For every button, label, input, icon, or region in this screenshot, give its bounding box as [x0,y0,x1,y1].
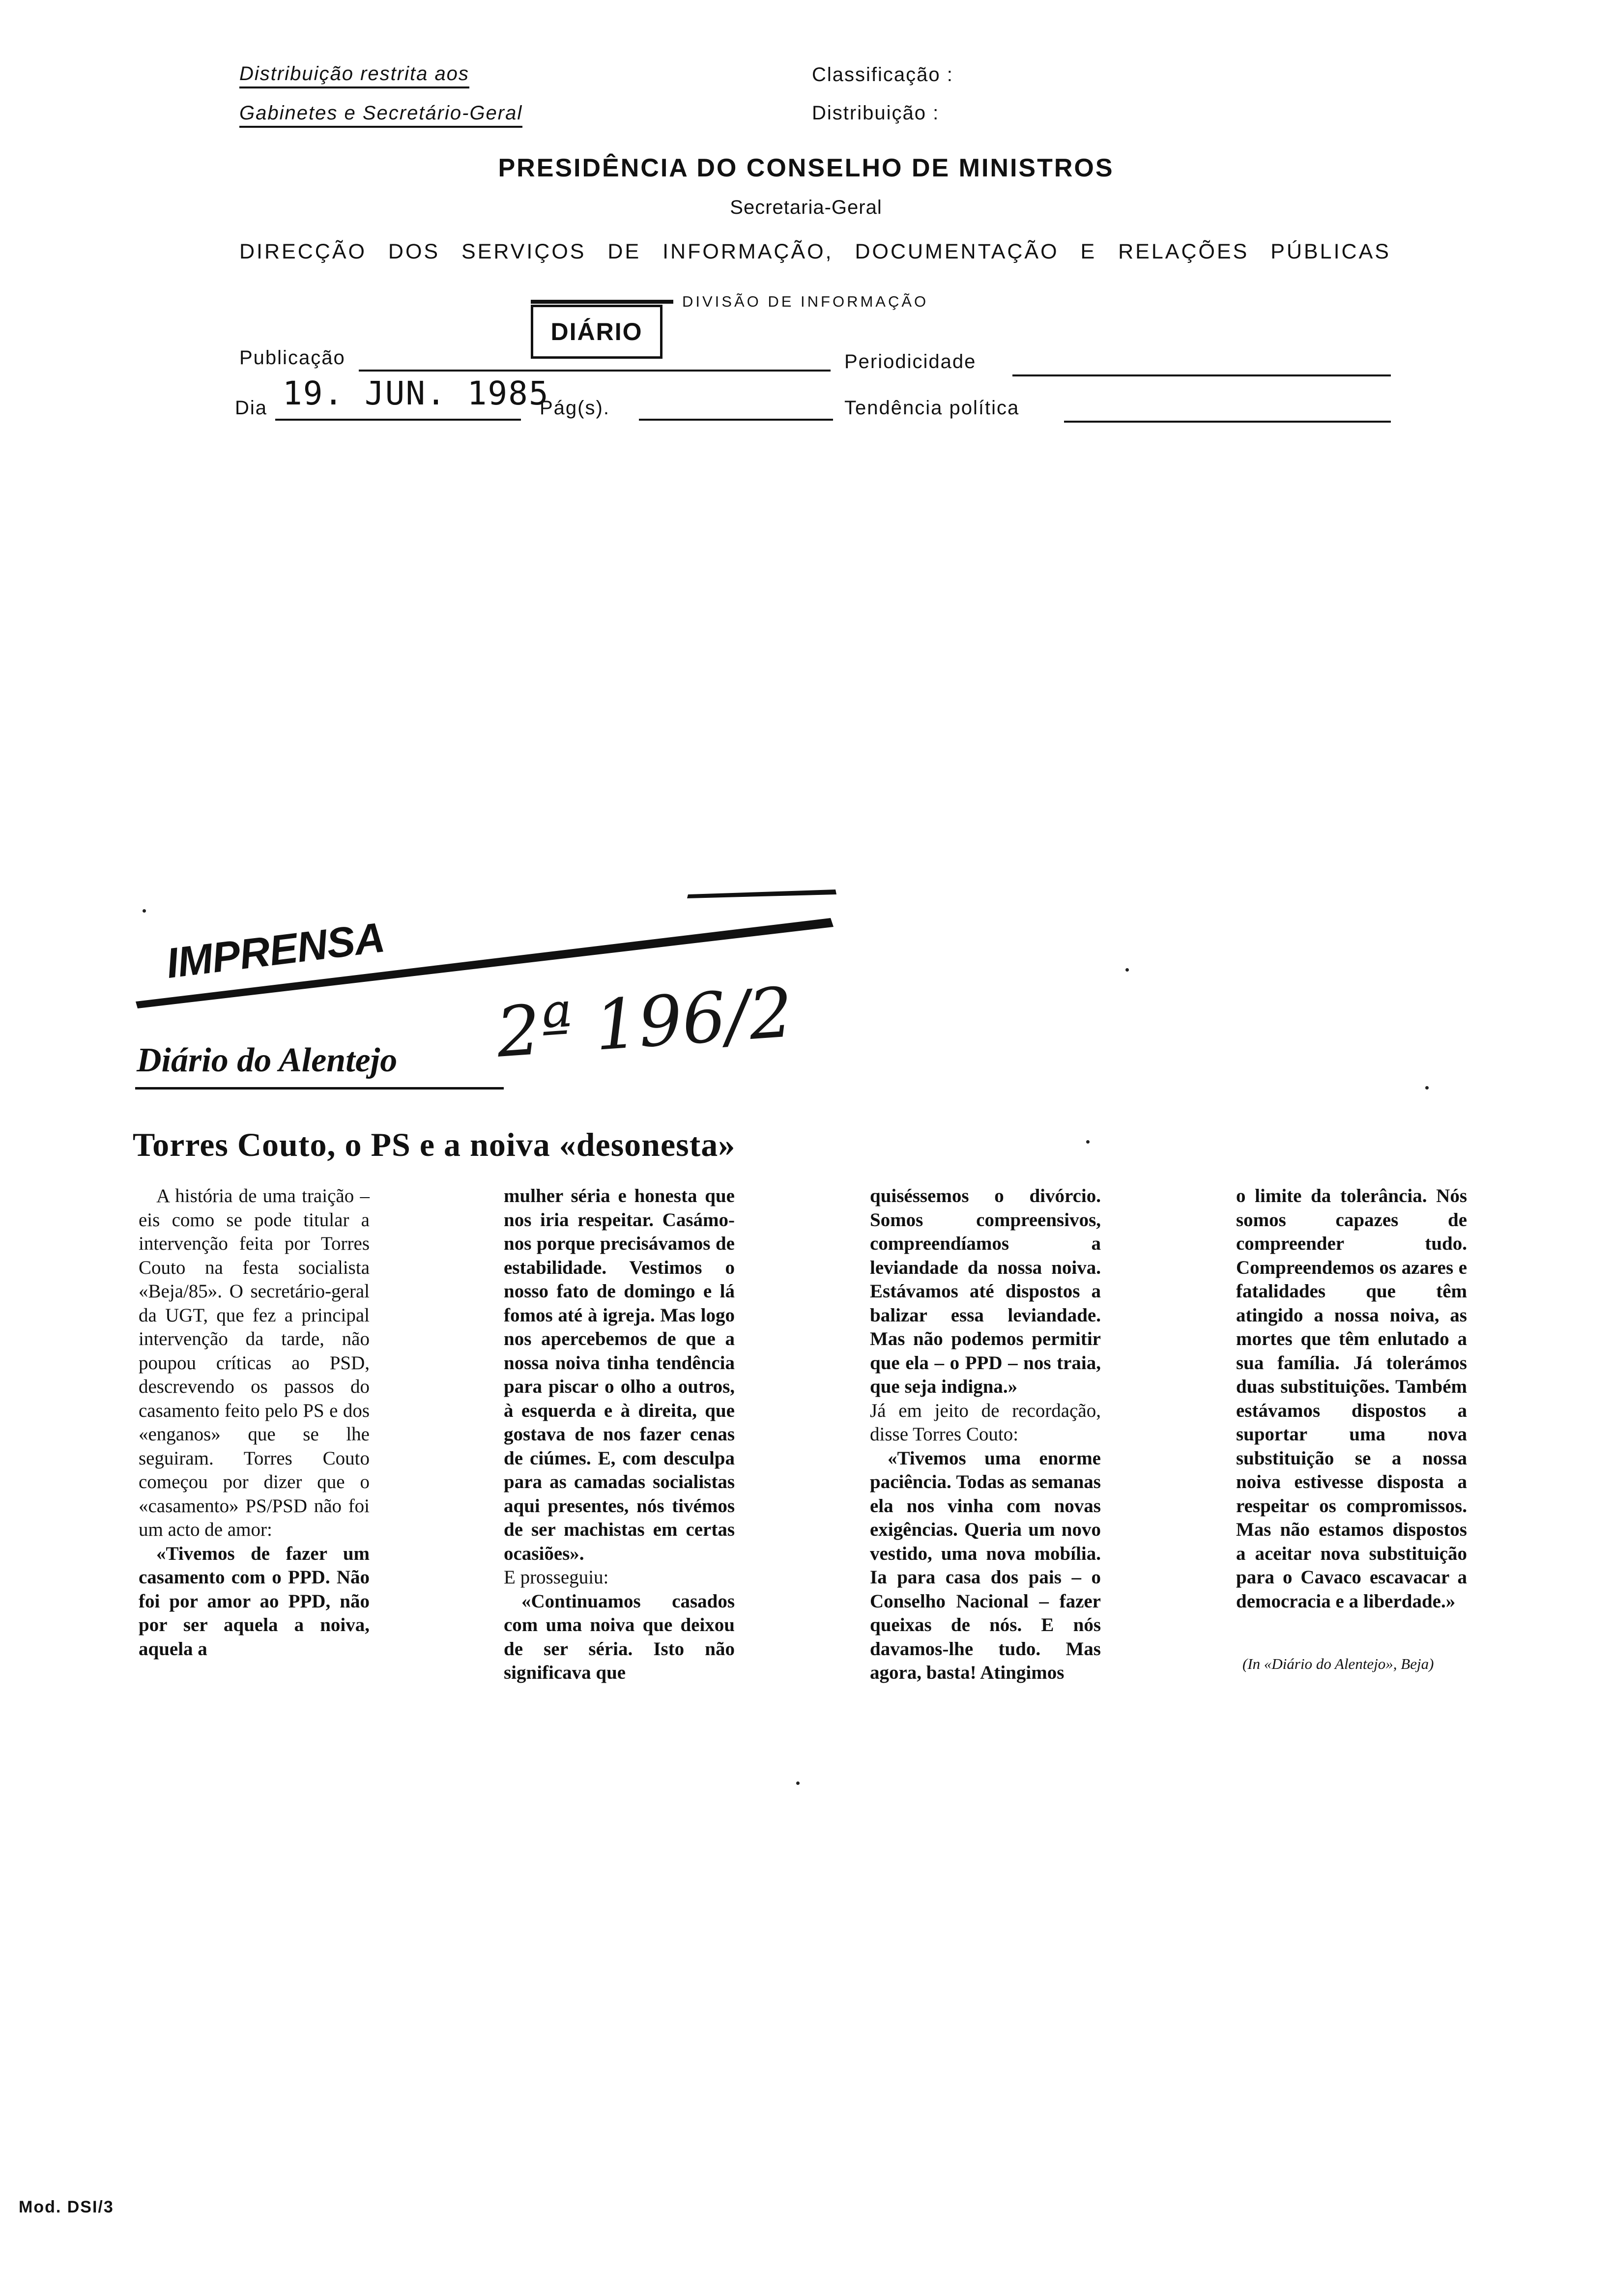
date-stamp: 19. JUN. 1985 [283,374,549,412]
ministry-title: PRESIDÊNCIA DO CONSELHO DE MINISTROS [498,154,1114,182]
diario-stamp: DIÁRIO [531,305,662,359]
scan-speck [796,1781,800,1785]
scan-speck [1125,968,1129,972]
paragraph: o limite da tolerância. Nós somos capazes de compreender tudo. Compreendemos os azares e fatalidades que têm atingido a nossa noiva, as mortes que têm enlutado a sua família. Já tolerámos duas substituições. Também estávamos dispostos a suportar uma nova substituição se a nossa noiva estivesse disposta a respeitar os compromissos. Mas não estamos dispostos a aceitar nova substituição para o Cavaco escavacar a democracia e a liberdade.» [1236,1185,1467,1612]
paragraph: Já em jeito de recordação, disse Torres Couto: [870,1400,1101,1445]
periodicity-label: Periodicidade [844,351,977,373]
distribution-restricted-line1: Distribuição restrita aos [239,63,469,88]
scan-speck [1425,1086,1429,1090]
article-column-4 [1236,1184,1467,1613]
scan-speck [143,909,146,913]
distribution-restricted-line2: Gabinetes e Secretário-Geral [239,102,522,128]
division-label: DIVISÃO DE INFORMAÇÃO [682,293,929,310]
paragraph: «Tivemos uma enorme paciência. Todas as semanas ela nos vinha com novas exigências. Queria um novo vestido, uma nova mobília. Ia para casa dos pais – o Conselho Nacional – fazer queixas de nós. E nós davamos-lhe tudo. Mas agora, basta! Atingimos [870,1447,1101,1683]
source-title: Diário do Alentejo [137,1041,398,1079]
day-field-line [275,419,521,421]
article-column-1 [139,1184,370,1661]
form-model-code: Mod. DSI/3 [19,2198,114,2216]
article-headline: Torres Couto, o PS e a noiva «desonesta» [133,1126,736,1163]
article-credit: (In «Diário do Alentejo», Beja) [1242,1655,1434,1672]
paragraph: «Continuamos casados com uma noiva que deixou de ser séria. Isto não significava que [504,1590,735,1683]
section-banner-imprensa: IMPRENSA [164,914,387,988]
scan-speck [1086,1140,1090,1144]
source-underline [135,1087,504,1090]
political-tendency-label: Tendência política [844,397,1020,419]
paragraph: mulher séria e honesta que nos iria respeitar. Casámo-nos porque precisávamos de estabilidade. Vestimos o nosso fato de domingo e lá fomos até à igreja. Mas logo nos apercebemos de que a nossa noiva tinha tendência para piscar o olho a outros, à esquerda e à direita, que gostava de nos fazer cenas de ciúmes. E, com desculpa para as camadas socialistas aqui presentes, nós tivémos de ser machistas em certas ocasiões». [504,1185,735,1564]
article-column-2 [504,1184,735,1685]
publication-field-line [359,370,831,372]
distribution-label: Distribuição : [812,102,940,124]
paragraph: E prosseguiu: [504,1567,609,1588]
paragraph: quiséssemos o divórcio. Somos compreensivos, compreendíamos a leviandade da nossa noiva. Estávamos até dispostos a balizar essa leviandade. Mas não podemos permitir que ela – o PPD – nos traia, que seja indigna.» [870,1185,1101,1397]
day-label: Dia [235,397,268,419]
periodicity-field-line [1012,374,1391,376]
publication-label: Publicação [239,347,345,369]
stamp-rule [531,300,673,304]
handwritten-reference: 2ª 196/2 [494,973,796,1073]
article-column-3 [870,1184,1101,1685]
secretariat-title: Secretaria-Geral [730,197,882,218]
political-tendency-field-line [1064,421,1391,423]
pages-field-line [639,419,833,421]
directorate-title: DIRECÇÃO DOS SERVIÇOS DE INFORMAÇÃO, DOCUMENTAÇÃO E RELAÇÕES PÚBLICAS [239,240,1391,263]
paragraph: A história de uma traição – eis como se pode titular a intervenção feita por Torres Couto na festa socialista «Beja/85». O secretário-geral da UGT, que fez a principal intervenção da tarde, não poupou críticas ao PSD, descrevendo os passos do casamento feito pelo PS e dos «enganos» que se lhe seguiram. Torres Couto começou por dizer que o «casamento» PS/PSD não foi um acto de amor: [139,1185,370,1540]
classification-label: Classificação : [812,64,953,86]
paragraph: «Tivemos de fazer um casamento com o PPD. Não foi por amor ao PPD, não por ser aquela a noiva, aquela a [139,1543,370,1660]
pages-label: Pág(s). [540,397,610,419]
